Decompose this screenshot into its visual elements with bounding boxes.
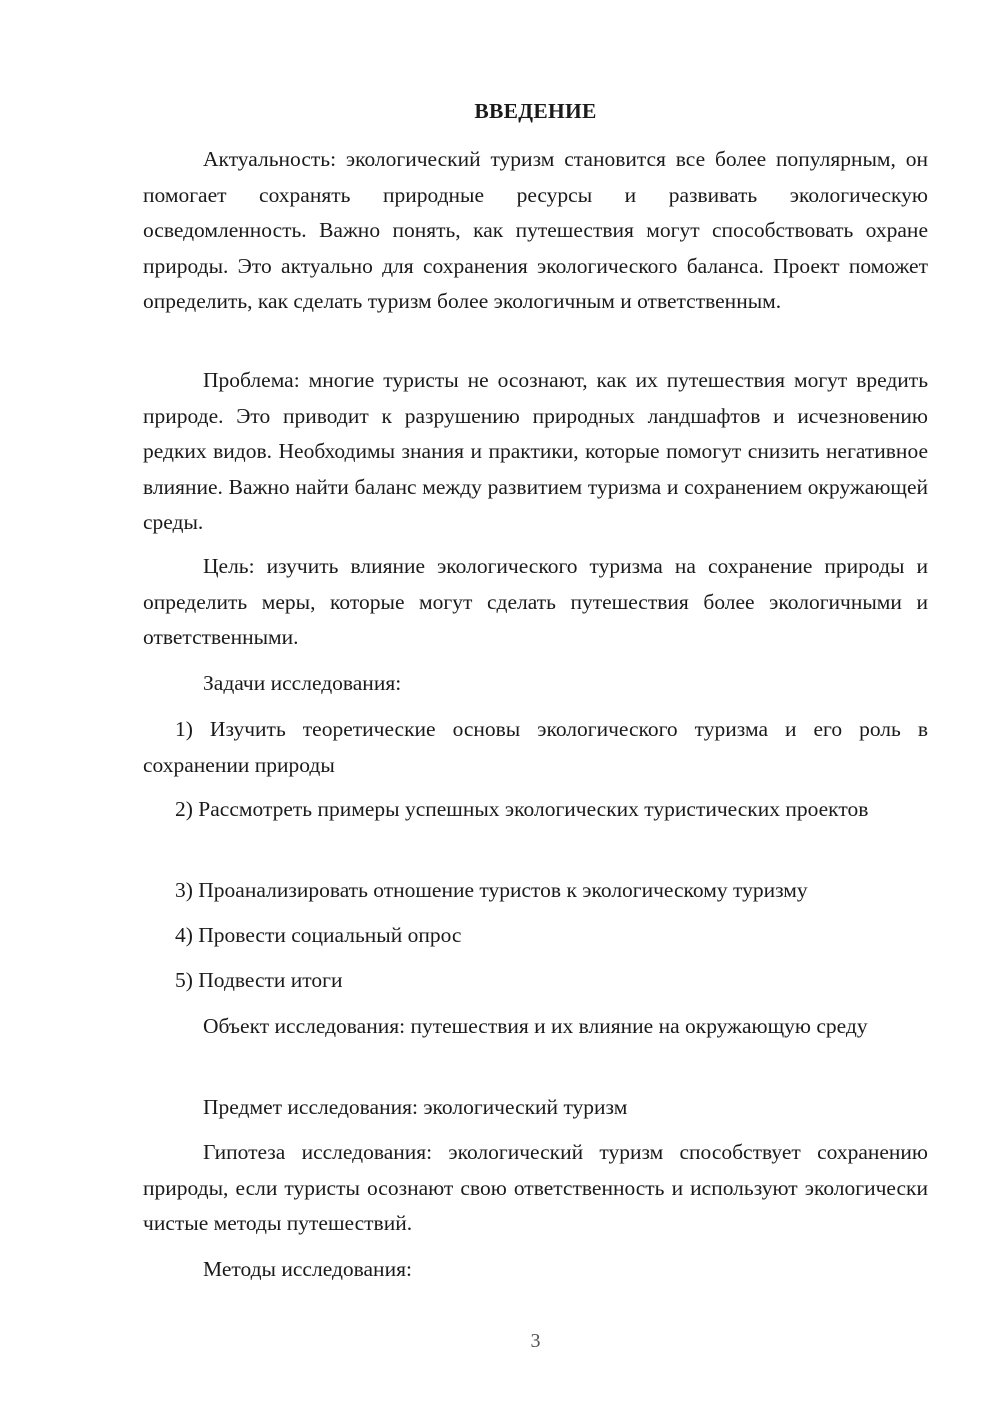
paragraph-object: Объект исследования: путешествия и их влияние на окружающую среду [203,1014,868,1038]
paragraph-goal: Цель: изучить влияние экологического туризма на сохранение природы и определить меры, которые могут сделать путешествия более экологичными и ответственными. [143,554,928,649]
paragraph-hypothesis: Гипотеза исследования: экологический туризм способствует сохранению природы, если туристы осознают свою ответственность и используют экологически чистые методы путешествий. [143,1140,928,1235]
page-number: 3 [530,1330,541,1352]
methods-heading: Методы исследования: [203,1257,412,1281]
task-item-5: 5) Подвести итоги [175,968,343,992]
task-item-3: 3) Проанализировать отношение туристов к экологическому туризму [175,878,808,902]
task-item-4: 4) Провести социальный опрос [175,923,462,947]
task-item-1: 1) Изучить теоретические основы экологического туризма и его роль в сохранении природы [143,717,928,777]
document-page [143,0,928,1414]
page-title: ВВЕДЕНИЕ [474,99,597,123]
task-item-2: 2) Рассмотреть примеры успешных экологических туристических проектов [175,797,869,821]
paragraph-subject: Предмет исследования: экологический туризм [203,1095,628,1119]
paragraph-problem: Проблема: многие туристы не осознают, как их путешествия могут вредить природе. Это приводит к разрушению природных ландшафтов и исчезновению редких видов. Необходимы знания и практики, которые помогут снизить негативное влияние. Важно найти баланс между развитием туризма и сохранением окружающей среды. [143,368,928,534]
paragraph-relevance: Актуальность: экологический туризм становится все более популярным, он помогает сохранять природные ресурсы и развивать экологическую осведомленность. Важно понять, как путешествия могут способствовать охране природы. Это актуально для сохранения экологического баланса. Проект поможет определить, как сделать туризм более экологичным и ответственным. [143,147,928,313]
tasks-heading: Задачи исследования: [203,671,402,695]
